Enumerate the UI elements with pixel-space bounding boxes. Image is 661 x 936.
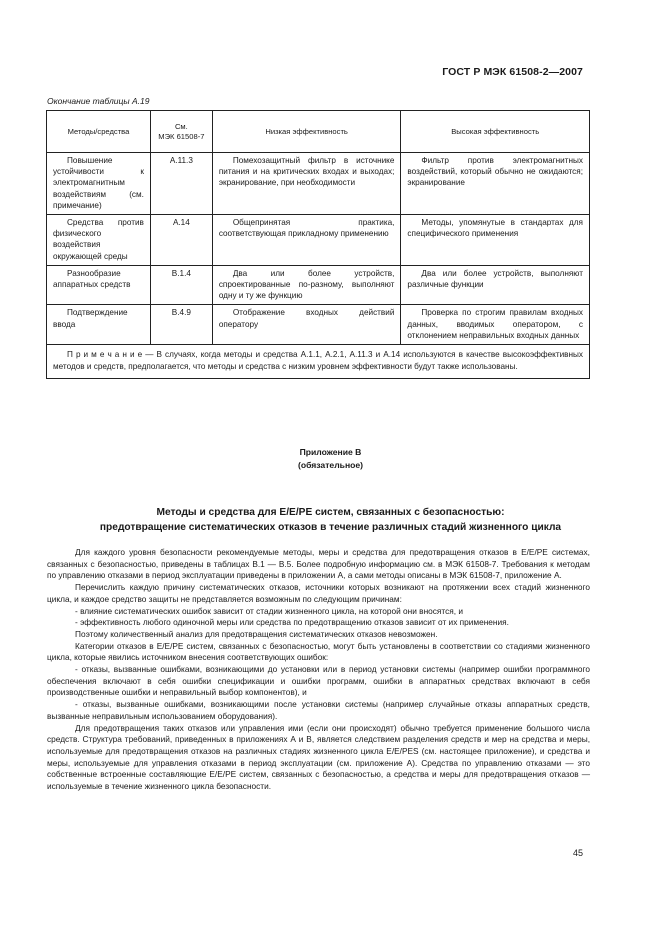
- cell-method: Разнообразие аппаратных средств: [47, 265, 151, 305]
- cell-high: Два или более устройств, выполняют различные функции: [401, 265, 590, 305]
- cell-reference: В.4.9: [150, 305, 212, 345]
- table-note: П р и м е ч а н и е — В случаях, когда методы и средства А.1.1, А.2.1, А.11.3 и А.14 используются в качестве высокоэффективных методов и средств, предполагается, что методы и средства с низким уровнем эффективности будут также использованы.: [47, 345, 590, 379]
- table-header-row: [47, 111, 590, 153]
- paragraph: - эффективность любого одиночной меры или средства по предотвращению отказов зависит от их применения.: [75, 617, 509, 628]
- col-header-low-efficiency: Низкая эффективность: [212, 111, 401, 153]
- section-title-line-2: предотвращение систематических отказов в течение различных стадий жизненного цикла: [99, 522, 562, 533]
- appendix-status: (обязательное): [297, 459, 364, 470]
- table-note-row: [47, 345, 590, 379]
- cell-low: Отображение входных действий оператору: [212, 305, 401, 345]
- paragraph: Поэтому количественный анализ для предотвращения систематических отказов невозможен.: [75, 628, 438, 639]
- cell-reference: А.11.3: [150, 153, 212, 215]
- col-header-high-efficiency: Высокая эффективность: [401, 111, 590, 153]
- cell-reference: А.14: [150, 215, 212, 266]
- cell-method: Повышение устойчивости к электромагнитным воздействиям (см. примечание): [47, 153, 151, 215]
- paragraph: Для каждого уровня безопасности рекомендуемые методы, меры и средства для предотвращения отказов в Е/Е/РЕ системах, связанных с безопасностью, приведены в таблицах В.1 — В.5. Более подробную информацию см. в МЭК 61508-7. Требования к методам по управлению отказами в период эксплуатации приведены в приложении А, а сами методы описаны в МЭК 61508-7, приложение А.: [47, 547, 590, 581]
- table-row: [47, 305, 590, 345]
- appendix-heading: [0, 446, 661, 471]
- paragraph: Перечислить каждую причину систематических отказов, источники которых возникают на протяжении всех стадий жизненного цикла, и каждое средство защиты не представляется возможным по следующим причинам:: [47, 582, 590, 604]
- cell-high: Проверка по строгим правилам входных данных, вводимых оператором, с отклонением неправильных входных данных: [401, 305, 590, 345]
- table-row: [47, 153, 590, 215]
- appendix-title: Приложение В: [299, 447, 362, 457]
- cell-low: Помехозащитный фильтр в источнике питания и на критических входах и выходах; экранирование, при необходимости: [212, 153, 401, 215]
- col-header-methods: Методы/средства: [47, 111, 151, 153]
- body-text: [47, 547, 590, 793]
- col-header-reference: См. МЭК 61508-7: [150, 111, 212, 153]
- table-row: [47, 215, 590, 266]
- cell-reference: В.1.4: [150, 265, 212, 305]
- cell-low: Общепринятая практика, соответствующая прикладному применению: [212, 215, 401, 266]
- cell-method: Подтверждение ввода: [47, 305, 151, 345]
- paragraph: Для предотвращения таких отказов или управления ими (если они происходят) обычно требуется применение большого числа средств. Структура требований, приведенных в приложениях А и В, является следствием разделения средств и мер на средства и меры, используемые для предотвращения отказов на различных стадиях жизненного цикла Е/Е/РЕS (см. настоящее приложение), и средства и меры, используемые для управления отказами в период эксплуатации (см. приложение А). Средства по управлению отказами — это собственные встроенные составляющие Е/Е/РЕ систем, связанных с безопасностью, а средства и меры для предотвращения отказов — используемые в течение жизненного цикла безопасности.: [47, 722, 590, 792]
- cell-low: Два или более устройств, спроектированные по-разному, выполняют одну и ту же функцию: [212, 265, 401, 305]
- section-title: [0, 505, 661, 535]
- paragraph: - отказы, вызванные ошибками, возникающими до установки или в период установки системы (например ошибки программного обеспечения включают в себя ошибки спецификации и ошибки программ, ошибки в аппаратных средствах включают в себя производственные ошибки и неправильный выбор компонентов), и: [47, 664, 590, 698]
- methods-table: [46, 110, 590, 379]
- paragraph: - влияние систематических ошибок зависит от стадии жизненного цикла, на которой они вносятся, и: [75, 605, 464, 616]
- document-code-header: ГОСТ Р МЭК 61508-2—2007: [442, 66, 583, 78]
- paragraph: Категории отказов в Е/Е/РЕ систем, связанных с безопасностью, могут быть установлены в соответствии со стадиями жизненного цикла, которые явились источником внесения соответствующих ошибок:: [47, 640, 590, 663]
- cell-high: Методы, упомянутые в стандартах для специфического применения: [401, 215, 590, 266]
- section-title-line-1: Методы и средства для Е/Е/РЕ систем, связанных с безопасностью:: [156, 507, 505, 518]
- cell-high: Фильтр против электромагнитных воздействий, который обычно не ожидаются; экранирование: [401, 153, 590, 215]
- paragraph: - отказы, вызванные ошибками, возникающими после установки системы (например случайные отказы аппаратных средств, вызванные неправильным использованием оборудования).: [47, 699, 590, 721]
- cell-method: Средства против физического воздействия окружающей среды: [47, 215, 151, 266]
- table-row: [47, 265, 590, 305]
- table-caption: Окончание таблицы А.19: [47, 96, 150, 106]
- page-number: 45: [572, 848, 583, 858]
